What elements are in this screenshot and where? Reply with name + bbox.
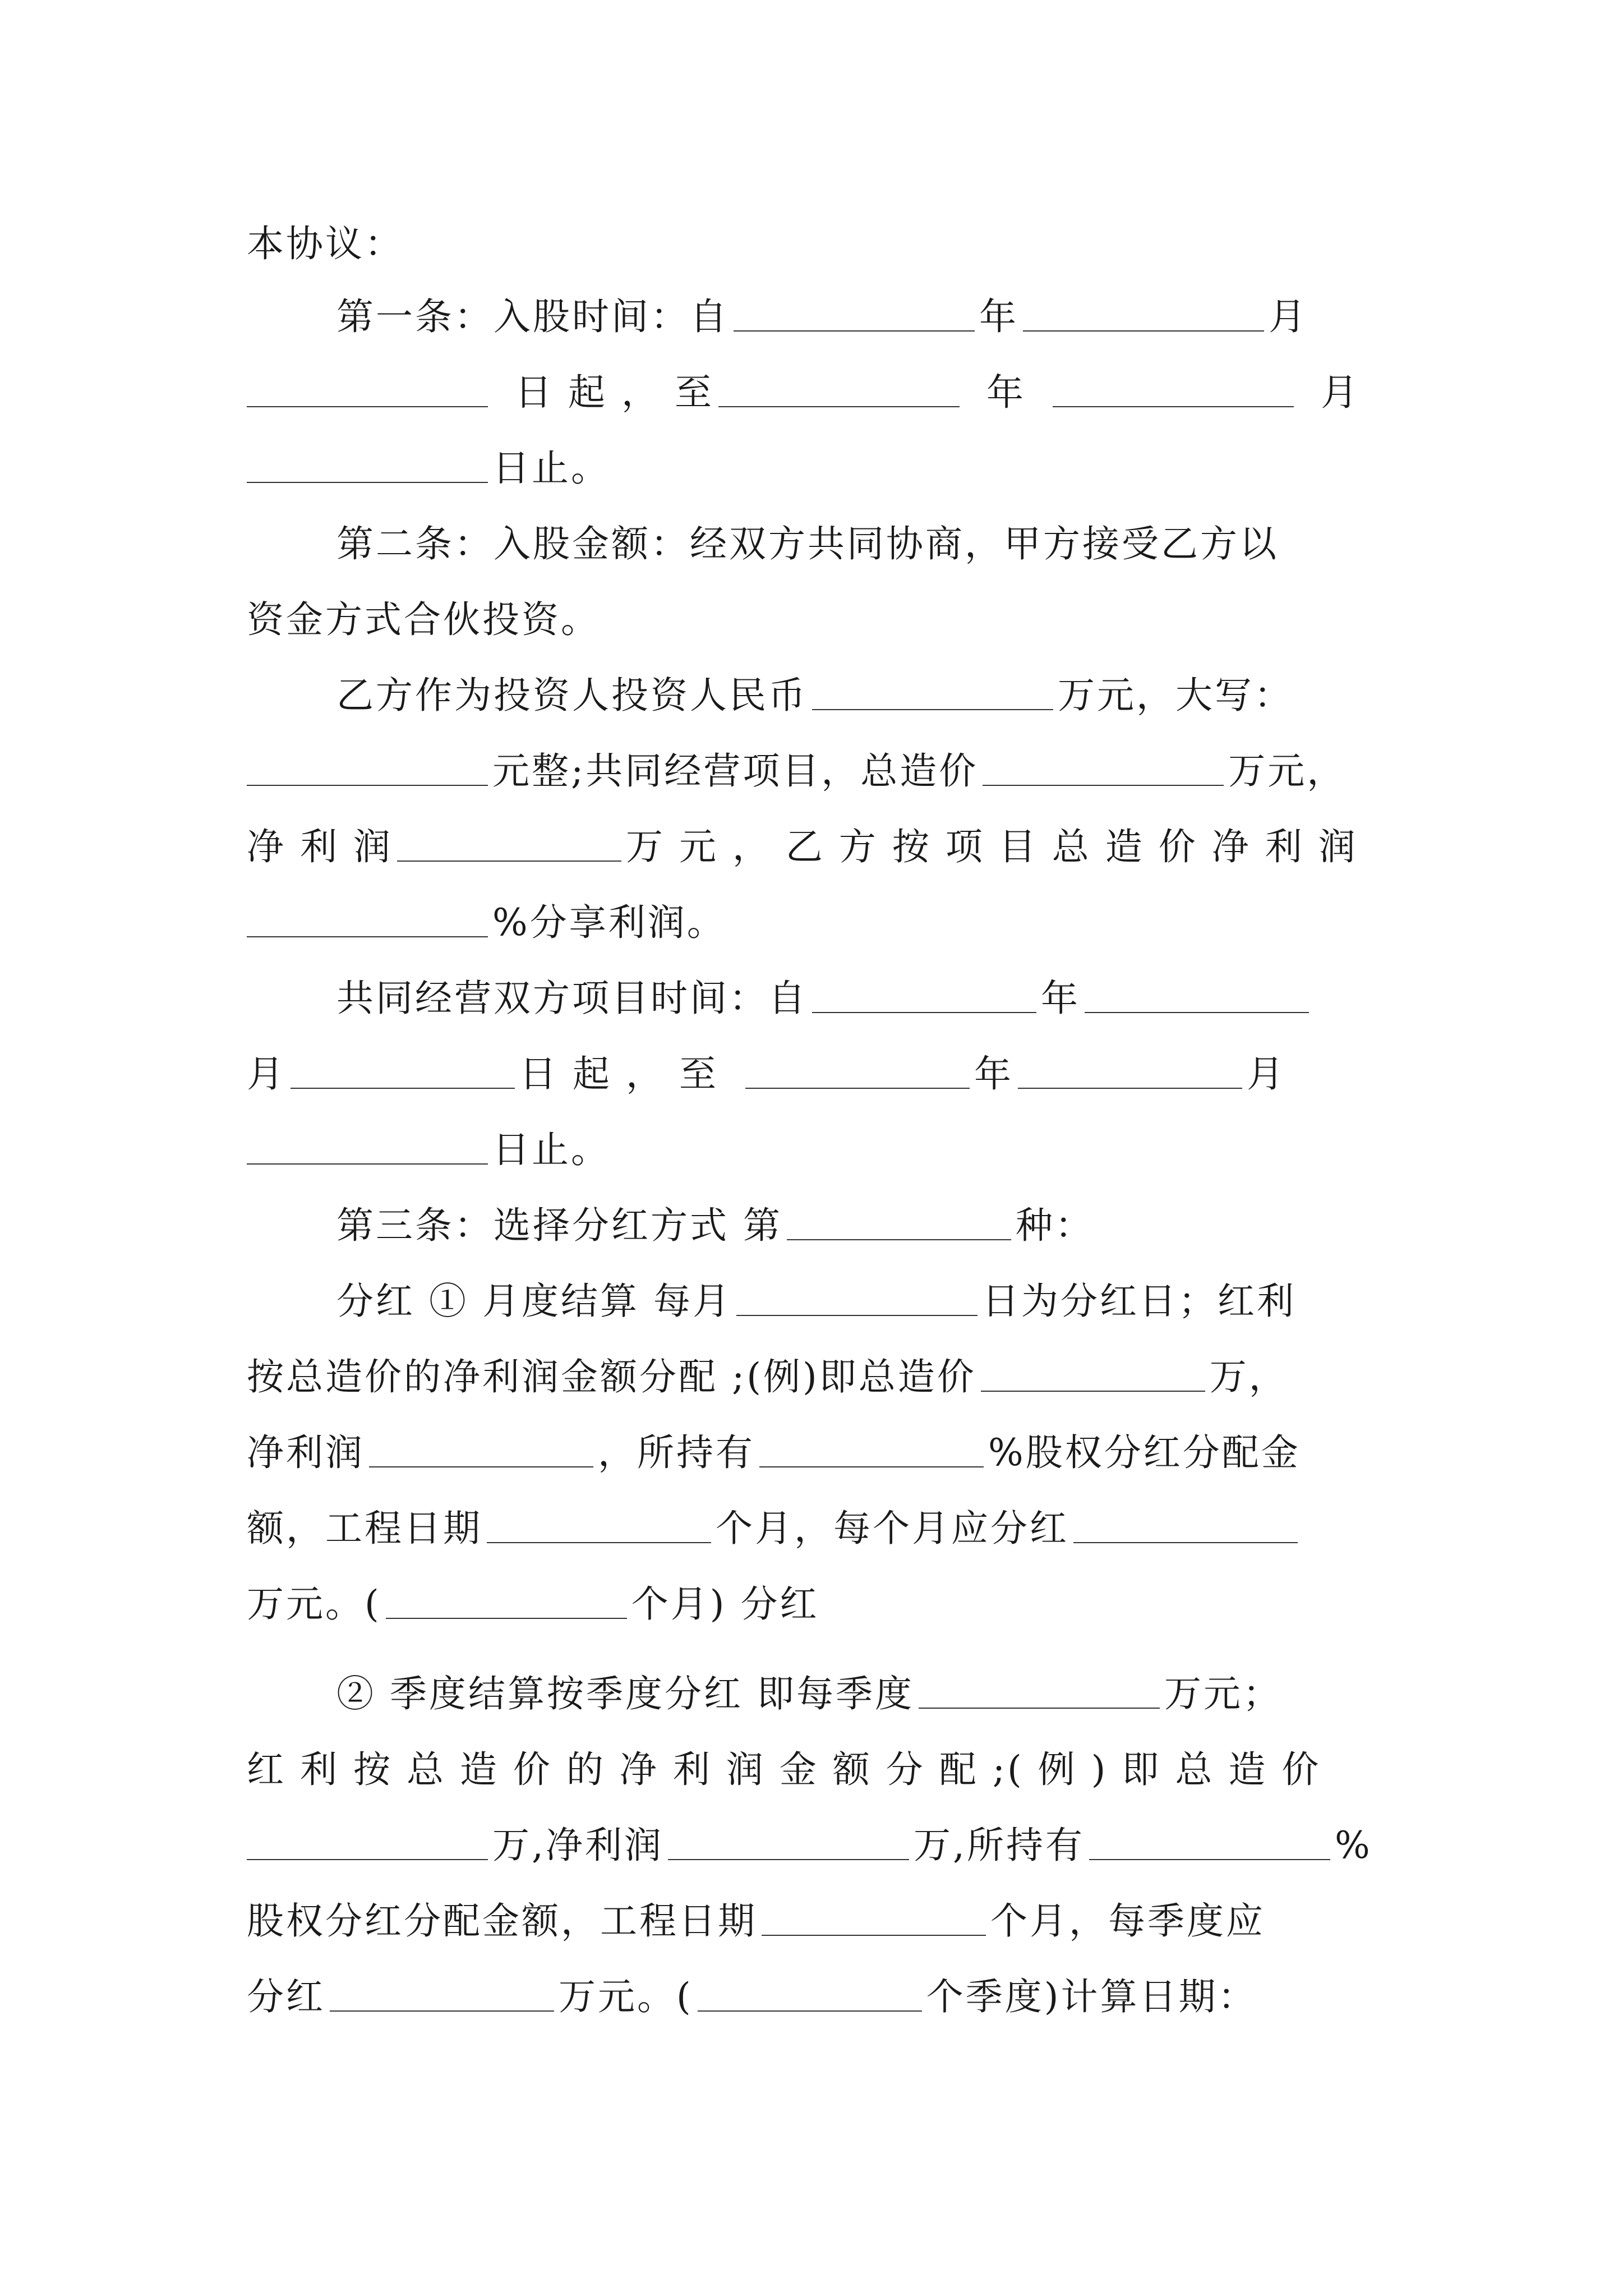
blank-field[interactable] [247, 746, 488, 786]
blank-field[interactable] [386, 1579, 627, 1619]
line-article1-b [247, 362, 1360, 424]
blank-field[interactable] [762, 1895, 986, 1936]
line-invest-b [247, 740, 1346, 802]
text: 第二条：入股金额：经双方共同协商，甲方接受乙方以 [336, 522, 1279, 565]
text: 年 [986, 371, 1026, 414]
blank-field[interactable] [247, 367, 488, 407]
blank-field[interactable] [330, 1971, 554, 2012]
line-article3 [336, 1195, 1094, 1257]
text: 日止。 [492, 447, 610, 490]
line-monthly [336, 1271, 1296, 1332]
blank-field[interactable] [919, 1668, 1160, 1709]
blank-field[interactable] [981, 1351, 1205, 1392]
text: 第三条：选择分红方式 第 [336, 1204, 782, 1247]
text: 按总造价的净利润金额分配 ;(例)即总造价 [247, 1355, 976, 1398]
text: 万,净利润 [492, 1824, 663, 1867]
line-period-c [247, 1119, 610, 1181]
blank-field[interactable] [291, 1048, 515, 1089]
text: 分红 ① 月度结算 每月 [336, 1280, 732, 1323]
line-article1-c [247, 438, 610, 499]
line-quarterly-c [247, 1815, 1372, 1876]
line-monthly-c [247, 1422, 1301, 1484]
blank-field[interactable] [1089, 1820, 1330, 1860]
text: 万元，大写： [1058, 674, 1293, 717]
text: 万元， [1228, 749, 1347, 793]
text: 月 [247, 1052, 286, 1096]
blank-field[interactable] [759, 1427, 984, 1467]
line-invest [336, 665, 1293, 726]
blank-field[interactable] [718, 367, 960, 407]
text: 资金方式合伙投资。 [247, 598, 600, 641]
text: 万元。( [559, 1975, 693, 2018]
text: 个月) 分红 [631, 1582, 819, 1626]
text: 万， [1209, 1355, 1288, 1398]
blank-field[interactable] [983, 746, 1224, 786]
blank-field[interactable] [247, 897, 488, 937]
text: %股权分红分配金 [988, 1431, 1301, 1474]
text: %分享利润。 [492, 901, 726, 944]
blank-field[interactable] [1023, 291, 1264, 332]
line-monthly-e [247, 1573, 819, 1635]
line-invest-d [247, 892, 726, 954]
text: 日止。 [492, 1128, 610, 1171]
text: 本协议： [247, 222, 404, 265]
blank-field[interactable] [247, 443, 488, 483]
blank-field[interactable] [812, 973, 1036, 1013]
blank-field[interactable] [787, 1200, 1011, 1240]
text: 月 [1246, 1052, 1286, 1096]
text: 年 [974, 1052, 1013, 1096]
text: 净 利 润 [247, 825, 393, 868]
text: 日 起 ， 至 [519, 1052, 718, 1096]
line-quarterly-e [247, 1966, 1257, 2028]
blank-field[interactable] [1073, 1503, 1298, 1543]
text: 万元。( [247, 1582, 381, 1626]
text: 月 [1320, 371, 1360, 414]
blank-field[interactable] [734, 291, 975, 332]
text: 万 元 ， 乙 方 按 项 目 总 造 价 净 利 润 [625, 825, 1358, 868]
blank-field[interactable] [1085, 973, 1309, 1013]
line-period [336, 968, 1313, 1029]
text: 红 利 按 总 造 价 的 净 利 润 金 额 分 配 ;( 例 ) 即 总 造 价 [247, 1748, 1321, 1791]
blank-field[interactable] [1053, 367, 1294, 407]
blank-field[interactable] [487, 1503, 711, 1543]
text: 个月，每个月应分红 [716, 1507, 1069, 1550]
blank-field[interactable] [247, 1820, 488, 1860]
text: 年 [979, 295, 1018, 338]
text: 日 起 ， 至 [515, 371, 714, 414]
blank-field[interactable] [668, 1820, 909, 1860]
line-period-b [247, 1043, 1286, 1105]
line-article2-b [247, 589, 600, 651]
line-quarterly [336, 1663, 1282, 1725]
text: 乙方作为投资人投资人民币 [336, 674, 808, 717]
line-invest-c [247, 816, 1358, 878]
line-monthly-d [247, 1498, 1302, 1559]
line-quarterly-d [247, 1890, 1265, 1952]
text: 万元； [1164, 1672, 1282, 1715]
text: 个月，每季度应 [990, 1899, 1265, 1943]
text: 年 [1041, 977, 1080, 1020]
blank-field[interactable] [369, 1427, 593, 1467]
text: ，所持有 [598, 1431, 755, 1474]
text: 种： [1015, 1204, 1094, 1247]
text: 第一条：入股时间：自 [336, 295, 729, 338]
text: 元整;共同经营项目，总造价 [492, 749, 979, 793]
text: 日为分红日；红利 [981, 1280, 1296, 1323]
text: 分红 [247, 1975, 325, 2018]
text: 股权分红分配金额，工程日期 [247, 1899, 757, 1943]
blank-field[interactable] [247, 1124, 488, 1165]
blank-field[interactable] [698, 1971, 922, 2012]
text: 月 [1269, 295, 1308, 338]
line-article1 [336, 286, 1308, 348]
blank-field[interactable] [397, 821, 621, 862]
blank-field[interactable] [736, 1276, 978, 1316]
blank-field[interactable] [1018, 1048, 1242, 1089]
line-intro [247, 213, 404, 275]
line-article2 [336, 513, 1279, 575]
text: 共同经营双方项目时间：自 [336, 977, 808, 1020]
text: % [1334, 1824, 1372, 1867]
text: 万,所持有 [913, 1824, 1085, 1867]
text: ② 季度结算按季度分红 即每季度 [336, 1672, 914, 1715]
blank-field[interactable] [745, 1048, 970, 1089]
line-quarterly-b [247, 1739, 1321, 1801]
text: 额，工程日期 [247, 1507, 482, 1550]
blank-field[interactable] [812, 670, 1053, 710]
text: 净利润 [247, 1431, 365, 1474]
text: 个季度)计算日期： [926, 1975, 1257, 2018]
line-monthly-b [247, 1346, 1288, 1408]
